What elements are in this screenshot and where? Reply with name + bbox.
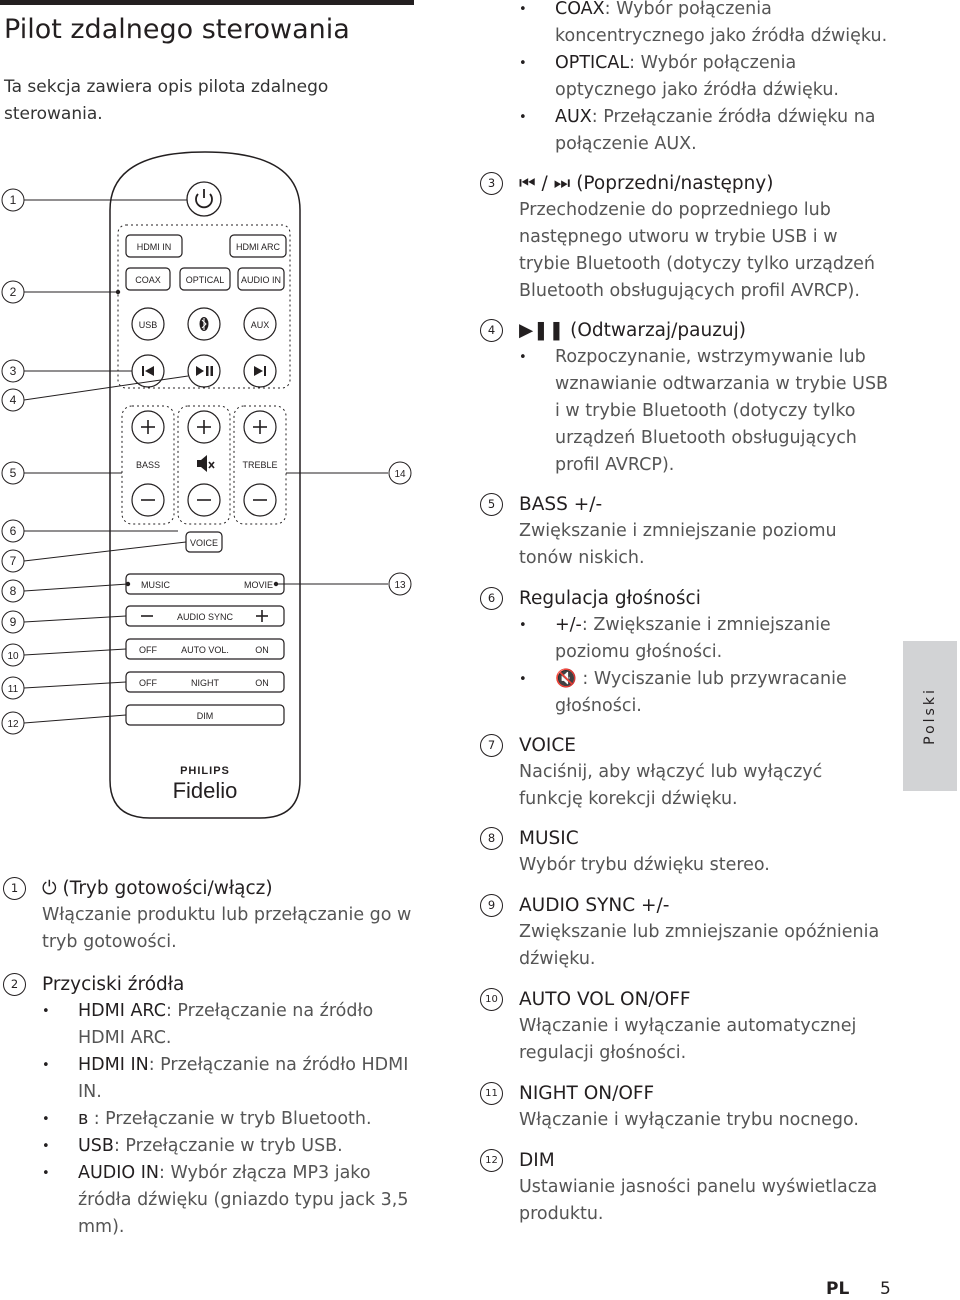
item-description: Włączanie i wyłączanie automatycznej regulacji głośności.	[519, 1016, 857, 1063]
item-7	[487, 732, 889, 813]
item-2	[10, 971, 412, 1241]
callout-6: 6	[9, 524, 17, 538]
language-tab-label: Polski	[922, 687, 938, 745]
auto-vol-label: AUTO VOL.	[181, 645, 229, 655]
model-logo: Fidelio	[172, 778, 238, 803]
callout-9: 9	[9, 615, 17, 629]
list-item: • ʙ : Przełączanie w tryb Bluetooth.	[42, 1106, 412, 1133]
item-title: AUDIO SYNC +/-	[519, 895, 670, 916]
night-on-label: ON	[255, 678, 269, 688]
list-item: • COAX: Wybór połączenia koncentrycznego jako źródła dźwięku.	[519, 0, 889, 50]
hdmi-in-label: HDMI IN	[136, 242, 172, 252]
night-label: NIGHT	[191, 678, 219, 688]
top-rule	[0, 0, 414, 5]
callout-10: 10	[7, 651, 19, 662]
item-title: BASS +/-	[519, 494, 603, 515]
item-number: 5	[480, 493, 503, 516]
item-1	[10, 875, 412, 956]
item-title: Regulacja głośności	[519, 588, 701, 609]
page-title: Pilot zdalnego sterowania	[4, 14, 350, 45]
item-number: 4	[480, 319, 503, 342]
item-4	[487, 317, 889, 479]
item-6	[487, 585, 889, 720]
item-number: 10	[480, 988, 503, 1011]
optical-label: OPTICAL	[185, 275, 225, 285]
footer-language: PL	[826, 1279, 850, 1299]
item-number: 9	[480, 894, 503, 917]
callout-5: 5	[9, 466, 17, 480]
dim-label: DIM	[196, 711, 214, 721]
item-number: 2	[3, 973, 26, 996]
item-description: Zwiększanie i zmniejszanie poziomu tonów niskich.	[519, 521, 837, 568]
voice-label: VOICE	[189, 538, 219, 548]
callout-4: 4	[9, 393, 17, 407]
intro-text: Ta sekcja zawiera opis pilota zdalnego sterowania.	[4, 77, 329, 124]
play-pause-icon: ▶❚❚	[519, 320, 565, 341]
list-item: • HDMI IN: Przełączanie na źródło HDMI IN.	[42, 1052, 412, 1106]
coax-label: COAX	[135, 275, 161, 285]
callout-11: 11	[7, 684, 19, 695]
bluetooth-icon: ʙ	[78, 1109, 89, 1129]
brand-logo: PHILIPS	[180, 765, 230, 777]
list-item: • Rozpoczynanie, wstrzymywanie lub wznawianie odtwarzania w trybie USB i w trybie Bluetooth (dotyczy tylko urządzeń Bluetooth obsługujących profil AVRCP).	[519, 344, 889, 479]
callout-3: 3	[9, 364, 17, 378]
item-number: 12	[480, 1149, 503, 1172]
power-button	[187, 182, 221, 216]
callout-14: 14	[394, 469, 406, 480]
night-off-label: OFF	[139, 678, 157, 688]
list-item: • AUX: Przełączanie źródła dźwięku na połączenie AUX.	[519, 104, 889, 158]
item-3	[487, 170, 889, 305]
item-title: Przyciski źródła	[42, 974, 185, 995]
treble-label: TREBLE	[242, 460, 278, 470]
power-icon: ⏻	[42, 878, 57, 899]
bass-label: BASS	[135, 460, 161, 470]
remote-illustration	[0, 140, 430, 830]
item-8	[487, 825, 889, 879]
list-item: • HDMI ARC: Przełączanie na źródło HDMI ARC.	[42, 998, 412, 1052]
item-number: 3	[480, 172, 503, 195]
item-description: Włączanie produktu lub przełączanie go w tryb gotowości.	[42, 905, 412, 952]
item-number: 8	[480, 827, 503, 850]
item-description: Wybór trybu dźwięku stereo.	[519, 855, 770, 875]
list-item: • +/-: Zwiększanie i zmniejszanie poziomu głośności.	[519, 612, 889, 666]
movie-label: MOVIE	[244, 580, 274, 590]
prev-next-icon: ⏮ / ⏭	[519, 173, 571, 194]
item-title: (Poprzedni/następny)	[576, 173, 774, 194]
item-description: Zwiększanie lub zmniejszanie opóźnienia dźwięku.	[519, 922, 880, 969]
item-title: (Odtwarzaj/pauzuj)	[570, 320, 746, 341]
item-number: 7	[480, 734, 503, 757]
auto-vol-on-label: ON	[255, 645, 269, 655]
list-item: • AUDIO IN: Wybór złącza MP3 jako źródła dźwięku (gniazdo typu jack 3,5 mm).	[42, 1160, 412, 1241]
callout-13: 13	[394, 580, 406, 591]
item-title: (Tryb gotowości/włącz)	[62, 878, 273, 899]
mute-icon: 🔇	[555, 669, 577, 689]
callout-8: 8	[9, 584, 17, 598]
item-description: Włączanie i wyłączanie trybu nocnego.	[519, 1110, 859, 1130]
item-title: MUSIC	[519, 828, 579, 849]
audio-sync-label: AUDIO SYNC	[176, 612, 234, 622]
source-bullets-continued	[519, 0, 889, 158]
item-5	[487, 491, 889, 572]
page-number: 5	[880, 1279, 891, 1299]
item-10	[485, 986, 889, 1067]
language-side-tab	[903, 641, 957, 791]
item-11	[485, 1080, 889, 1134]
item-number: 1	[3, 877, 26, 900]
usb-label: USB	[138, 320, 158, 330]
item-title: DIM	[519, 1150, 555, 1171]
callout-2: 2	[9, 285, 17, 299]
item-number: 6	[480, 587, 503, 610]
auto-vol-off-label: OFF	[139, 645, 157, 655]
music-label: MUSIC	[141, 580, 170, 590]
audio-in-label: AUDIO IN	[240, 275, 282, 285]
list-item: • 🔇 : Wyciszanie lub przywracanie głośności.	[519, 666, 889, 720]
item-title: NIGHT ON/OFF	[519, 1083, 655, 1104]
item-number: 11	[480, 1082, 503, 1105]
item-description: Przechodzenie do poprzedniego lub następnego utworu w trybie USB i w trybie Bluetooth (dotyczy tylko urządzeń Bluetooth obsługujących profil AVRCP).	[519, 200, 876, 301]
item-title: AUTO VOL ON/OFF	[519, 989, 691, 1010]
callout-12: 12	[7, 719, 19, 730]
item-9	[487, 892, 889, 973]
list-item: • OPTICAL: Wybór połączenia optycznego jako źródła dźwięku.	[519, 50, 889, 104]
list-item: • USB: Przełączanie w tryb USB.	[42, 1133, 412, 1160]
callout-1: 1	[9, 193, 17, 207]
item-title: VOICE	[519, 735, 576, 756]
item-description: Ustawianie jasności panelu wyświetlacza produktu.	[519, 1177, 878, 1224]
aux-label: AUX	[250, 320, 270, 330]
hdmi-arc-label: HDMI ARC	[235, 242, 281, 252]
item-12	[485, 1147, 889, 1228]
callout-7: 7	[9, 554, 17, 568]
item-description: Naciśnij, aby włączyć lub wyłączyć funkcję korekcji dźwięku.	[519, 762, 823, 809]
